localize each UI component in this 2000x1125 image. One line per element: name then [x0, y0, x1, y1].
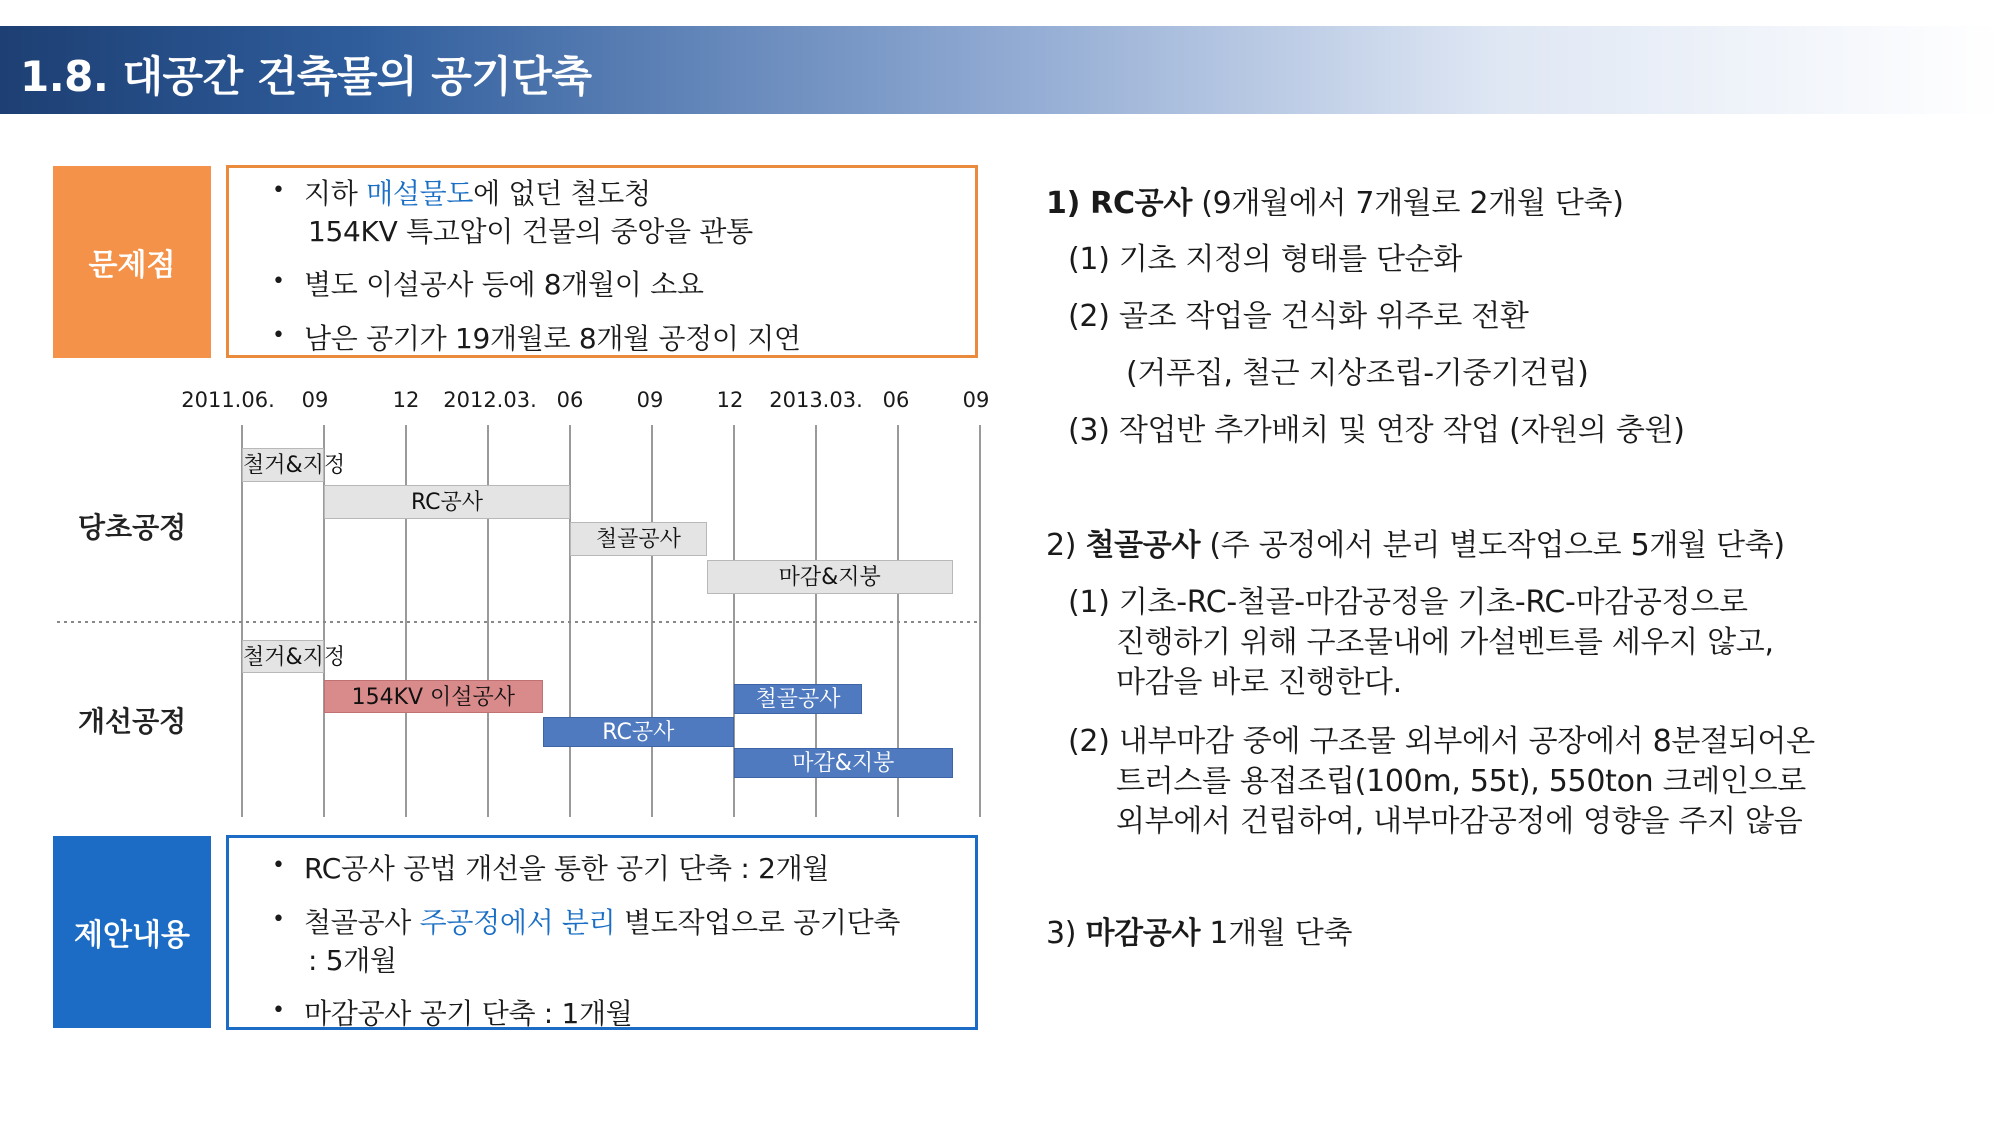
section-1-bold: RC공사 [1090, 186, 1193, 221]
proposal-label: 제안내용 [53, 836, 211, 1028]
proposal-bullet-2-pre: 철골공사 [304, 906, 420, 939]
problem-bullet-1-pre: 지하 [304, 177, 367, 210]
timeline-tick-label: 06 [882, 388, 910, 412]
timeline-tick-label: 2011.06. [181, 388, 275, 412]
gantt-bar: 철거&지정 [242, 640, 324, 673]
section-3-number: 3) [1046, 916, 1086, 951]
section-1-item: (3) 작업반 추가배치 및 연장 작업 (자원의 충원) [1068, 413, 1685, 448]
section-1-heading [1046, 178, 1624, 222]
row-label-improved: 개선공정 [78, 705, 187, 738]
bullet-dot: • [272, 907, 285, 932]
bullet-dot: • [272, 178, 285, 203]
bullet-dot: • [272, 323, 285, 348]
problem-bullet-1-post: 에 없던 철도청 [473, 177, 651, 210]
gantt-bar: 154KV 이설공사 [324, 680, 543, 713]
section-2-item: 진행하기 위해 구조물내에 가설벤트를 세우지 않고, [1116, 625, 1774, 660]
proposal-bullet-1: RC공사 공법 개선을 통한 공기 단축 : 2개월 [304, 852, 830, 885]
section-3-bold: 마감공사 [1085, 916, 1201, 951]
gantt-bar: 마감&지붕 [707, 560, 953, 594]
timeline-tick-label: 2013.03. [769, 388, 863, 412]
timeline-tick-label: 12 [716, 388, 744, 412]
section-2-bold: 철골공사 [1085, 528, 1201, 563]
section-2-item: 외부에서 건립하여, 내부마감공정에 영향을 주지 않음 [1116, 804, 1803, 839]
section-2-heading [1046, 520, 1785, 564]
timeline-tick-label: 2012.03. [443, 388, 537, 412]
section-1-item: (거푸집, 철근 지상조립-기중기건립) [1126, 356, 1589, 391]
timeline-tick-label: 06 [556, 388, 584, 412]
gantt-bar: 철골공사 [570, 522, 707, 556]
problem-label: 문제점 [53, 166, 211, 358]
section-2-item: (2) 내부마감 중에 구조물 외부에서 공장에서 8분절되어온 [1068, 724, 1815, 759]
proposal-bullet-3: 마감공사 공기 단축 : 1개월 [304, 997, 633, 1030]
section-2-number: 2) [1046, 528, 1086, 563]
section-1-number: 1) [1046, 186, 1091, 221]
section-2-item: (1) 기초-RC-철골-마감공정을 기초-RC-마감공정으로 [1068, 585, 1748, 620]
proposal-bullet-2-highlight: 주공정에서 분리 [419, 906, 616, 939]
gantt-bar: 철골공사 [734, 684, 862, 714]
problem-bullet-2: 별도 이설공사 등에 8개월이 소요 [304, 268, 704, 301]
proposal-bullet-2-line2: : 5개월 [308, 944, 397, 977]
gantt-bar: 철거&지정 [242, 448, 324, 482]
section-2-rest: (주 공정에서 분리 별도작업으로 5개월 단축) [1200, 528, 1785, 563]
row-label-original: 당초공정 [78, 511, 187, 544]
timeline-tick-label: 09 [301, 388, 329, 412]
section-3-rest: 1개월 단축 [1200, 916, 1353, 951]
timeline-tick-label: 09 [636, 388, 664, 412]
problem-bullet-3: 남은 공기가 19개월로 8개월 공정이 지연 [304, 322, 801, 355]
timeline-tick-label: 09 [962, 388, 990, 412]
bullet-dot: • [272, 853, 285, 878]
section-1-item: (1) 기초 지정의 형태를 단순화 [1068, 242, 1463, 277]
problem-bullet-1-line2: 154KV 특고압이 건물의 중앙을 관통 [308, 215, 753, 248]
gantt-bar: 마감&지붕 [734, 748, 953, 778]
gantt-bar: RC공사 [324, 485, 570, 519]
section-2-item: 트러스를 용접조립(100m, 55t), 550ton 크레인으로 [1116, 764, 1806, 799]
bullet-dot: • [272, 269, 285, 294]
proposal-bullet-2 [304, 901, 900, 941]
section-1-rest: (9개월에서 7개월로 2개월 단축) [1192, 186, 1624, 221]
gantt-bar: RC공사 [543, 717, 734, 747]
problem-bullet-1-highlight: 매설물도 [366, 177, 474, 210]
page-title: 1.8. 대공간 건축물의 공기단축 [20, 52, 592, 101]
section-1-item: (2) 골조 작업을 건식화 위주로 전환 [1068, 299, 1529, 334]
timeline-tick-label: 12 [392, 388, 420, 412]
section-3-heading [1046, 908, 1352, 952]
proposal-bullet-2-post: 별도작업으로 공기단축 [615, 906, 901, 939]
section-2-item: 마감을 바로 진행한다. [1116, 665, 1402, 700]
bullet-dot: • [272, 998, 285, 1023]
